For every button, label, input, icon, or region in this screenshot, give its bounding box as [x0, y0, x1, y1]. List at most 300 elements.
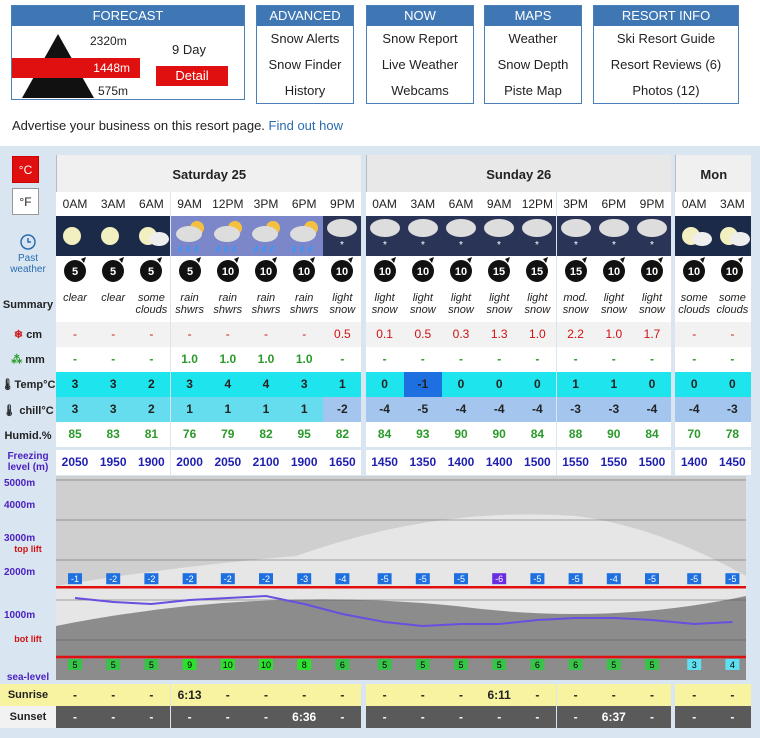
mid-elevation[interactable]: 1448m — [12, 58, 140, 78]
summary-cell: light snow — [442, 286, 480, 322]
bottom-lift-temp: 10 — [260, 660, 272, 670]
fahrenheit-button[interactable]: °F — [12, 188, 39, 215]
moon-cloud-icon — [675, 216, 713, 256]
bottom-lift-temp: 9 — [187, 660, 193, 670]
celsius-button[interactable]: °C — [12, 156, 39, 183]
wind-icon — [56, 256, 94, 286]
humidity-cell: 85 — [56, 422, 94, 447]
light-snow-icon — [442, 216, 480, 256]
snow-finder-link[interactable]: Snow Finder — [268, 57, 342, 72]
sunrise-cell: - — [518, 684, 556, 706]
bottom-lift-temp: 3 — [691, 660, 697, 670]
top-lift-temp: -5 — [533, 574, 542, 585]
chill-cell: -4 — [518, 397, 556, 422]
freezing-cell: 1450 — [366, 450, 404, 475]
top-lift-temp: -5 — [647, 574, 657, 585]
humidity-cell: 76 — [171, 422, 209, 447]
freezing-cell: 1550 — [557, 450, 595, 475]
chill-cell: 2 — [132, 397, 170, 422]
svg-text:5: 5 — [71, 266, 79, 278]
wind-icon — [480, 256, 518, 286]
chill-cell: 3 — [94, 397, 132, 422]
resort-info-box — [593, 5, 739, 104]
history-link[interactable]: History — [284, 83, 326, 98]
snow-label — [0, 328, 56, 341]
summary-cell: some clouds — [132, 286, 170, 322]
now-box — [366, 5, 474, 104]
svg-text:10: 10 — [645, 266, 659, 278]
freezing-cell: 1400 — [480, 450, 518, 475]
advert-message: Advertise your business on this resort page. — [12, 118, 265, 133]
svg-text:*: * — [382, 240, 387, 251]
chill-text: chill°C — [19, 405, 54, 417]
snow-cell: 1.3 — [480, 322, 518, 347]
temp-cell: 4 — [209, 372, 247, 397]
freezing-cell: 1650 — [323, 450, 361, 475]
freezing-cell: 1550 — [595, 450, 633, 475]
chill-cell: -4 — [675, 397, 713, 422]
bottom-lift-temp: 5 — [458, 660, 464, 670]
sunset-label: Sunset — [0, 706, 56, 728]
svg-text:*: * — [340, 240, 345, 251]
snow-cell: - — [675, 322, 713, 347]
photos-link[interactable]: Photos (12) — [632, 83, 700, 98]
top-lift-temp: -5 — [380, 574, 389, 585]
humidity-cell: 95 — [285, 422, 323, 447]
sunrise-cell: - — [442, 684, 480, 706]
chill-cell: -4 — [633, 397, 671, 422]
rain-cell: 1.0 — [171, 347, 209, 372]
top-lift-temp: -5 — [456, 574, 466, 585]
temp-label — [0, 378, 56, 391]
sunrise-cell: - — [595, 684, 633, 706]
svg-text:10: 10 — [416, 266, 429, 278]
time-label: 0AM — [366, 192, 404, 216]
chill-cell: -4 — [442, 397, 480, 422]
ski-resort-guide-link[interactable]: Ski Resort Guide — [616, 31, 716, 46]
humidity-cell: 88 — [557, 422, 595, 447]
find-out-how-link[interactable]: Find out how — [268, 118, 343, 133]
top-lift-temp: -5 — [728, 574, 737, 585]
summary-cell: rain shwrs — [209, 286, 247, 322]
advanced-box — [256, 5, 354, 104]
sunset-cell: - — [480, 706, 518, 728]
sunrise-cell: - — [209, 684, 247, 706]
chill-cell: -3 — [557, 397, 595, 422]
freezing-cell: 1500 — [633, 450, 671, 475]
wind-icon — [171, 256, 209, 286]
time-label: 0AM — [675, 192, 713, 216]
freezing-cell: 2000 — [171, 450, 209, 475]
time-label: 3AM — [94, 192, 132, 216]
light-snow-icon — [633, 216, 671, 256]
light-snow-icon — [404, 216, 442, 256]
rain-cell: - — [132, 347, 170, 372]
svg-text:*: * — [497, 240, 502, 251]
wind-icon — [595, 256, 633, 286]
summary-cell: light snow — [480, 286, 518, 322]
sunrise-cell: - — [285, 684, 323, 706]
resort-reviews-link[interactable]: Resort Reviews (6) — [610, 57, 722, 72]
sunrise-cell: - — [404, 684, 442, 706]
snow-cell: - — [56, 322, 94, 347]
top-elevation[interactable]: 2320m — [90, 34, 127, 48]
humidity-cell: 70 — [675, 422, 713, 447]
temp-cell: 3 — [94, 372, 132, 397]
time-label: 3AM — [713, 192, 751, 216]
svg-text:10: 10 — [726, 266, 739, 278]
rain-cell: - — [442, 347, 480, 372]
time-label: 6PM — [285, 192, 323, 216]
forecast-box — [11, 5, 245, 100]
snow-cell: - — [713, 322, 751, 347]
humidity-cell: 82 — [247, 422, 285, 447]
temp-cell: 3 — [171, 372, 209, 397]
sunset-cell: - — [442, 706, 480, 728]
svg-text:10: 10 — [688, 266, 701, 278]
summary-cell: clear — [94, 286, 132, 322]
sunrise-cell: - — [132, 684, 170, 706]
thermometer-icon: 🌡 — [2, 405, 17, 417]
sunset-cell: - — [247, 706, 285, 728]
time-label: 0AM — [56, 192, 94, 216]
light-snow-icon — [323, 216, 361, 256]
top-lift-label: top lift — [14, 544, 42, 554]
svg-text:15: 15 — [531, 266, 544, 278]
axis-label: 2000m — [4, 567, 36, 578]
chill-cell: -3 — [595, 397, 633, 422]
rain-showers-icon — [209, 216, 247, 256]
time-label: 9AM — [171, 192, 209, 216]
rain-cell: - — [557, 347, 595, 372]
bottom-lift-temp: 5 — [148, 660, 154, 670]
time-label: 6AM — [442, 192, 480, 216]
rain-cell: - — [595, 347, 633, 372]
chill-cell: -3 — [713, 397, 751, 422]
bottom-lift-temp: 8 — [301, 660, 307, 670]
rain-cell: - — [404, 347, 442, 372]
rain-unit: mm — [25, 354, 45, 366]
temp-cell: 1 — [557, 372, 595, 397]
freezing-cell: 2100 — [247, 450, 285, 475]
raindrop-icon: ⁂ — [11, 354, 23, 366]
axis-label: 1000m — [4, 610, 36, 621]
time-label: 3PM — [247, 192, 285, 216]
top-lift-temp: -3 — [300, 574, 309, 585]
wind-icon — [132, 256, 170, 286]
chill-cell: -5 — [404, 397, 442, 422]
snow-depth-link[interactable]: Snow Depth — [497, 57, 569, 72]
sunrise-cell: - — [713, 684, 751, 706]
rain-showers-icon — [171, 216, 209, 256]
temp-text: Temp°C — [14, 379, 56, 391]
svg-text:*: * — [611, 240, 616, 251]
rain-cell: - — [366, 347, 404, 372]
top-lift-temp: -4 — [609, 574, 618, 585]
freezing-level-chart — [56, 476, 746, 680]
time-label: 9AM — [480, 192, 518, 216]
freezing-cell: 1400 — [442, 450, 480, 475]
past-weather-link[interactable] — [0, 234, 56, 275]
time-label: 3AM — [404, 192, 442, 216]
sunrise-cell: - — [323, 684, 361, 706]
weather-map-link[interactable]: Weather — [508, 31, 558, 46]
sea-level-label: sea-level — [6, 672, 50, 683]
rain-cell: - — [480, 347, 518, 372]
temp-cell: 0 — [713, 372, 751, 397]
top-lift-temp: -6 — [495, 574, 504, 585]
humidity-cell: 93 — [404, 422, 442, 447]
detail-button[interactable]: Detail — [156, 66, 228, 86]
temp-cell: 0 — [518, 372, 556, 397]
time-label: 12PM — [209, 192, 247, 216]
summary-cell: rain shwrs — [171, 286, 209, 322]
wind-icon — [209, 256, 247, 286]
rain-cell: 1.0 — [285, 347, 323, 372]
bottom-lift-temp: 5 — [110, 660, 116, 670]
temp-cell: 0 — [633, 372, 671, 397]
bottom-lift-temp: 10 — [222, 660, 233, 670]
summary-label: Summary — [2, 299, 54, 311]
sunrise-cell: 6:13 — [171, 684, 209, 706]
advert-text — [12, 118, 343, 133]
light-snow-icon — [518, 216, 556, 256]
snow-cell: 1.0 — [595, 322, 633, 347]
wind-icon — [404, 256, 442, 286]
summary-cell: light snow — [404, 286, 442, 322]
rain-label — [0, 353, 56, 366]
top-lift-temp: -1 — [70, 574, 80, 585]
past-label: Past — [17, 253, 38, 264]
rain-showers-icon — [285, 216, 323, 256]
bottom-lift-temp: 6 — [339, 660, 345, 670]
temp-cell: 2 — [132, 372, 170, 397]
top-lift-temp: -5 — [571, 574, 580, 585]
sunset-cell: - — [713, 706, 751, 728]
summary-cell: mod. snow — [557, 286, 595, 322]
svg-text:10: 10 — [298, 266, 311, 278]
svg-text:10: 10 — [259, 266, 273, 278]
advanced-header: ADVANCED — [257, 6, 353, 26]
summary-cell: light snow — [518, 286, 556, 322]
freezing-cell: 1900 — [285, 450, 323, 475]
freezing-cell: 1450 — [713, 450, 751, 475]
sunrise-cell: - — [56, 684, 94, 706]
humidity-cell: 84 — [633, 422, 671, 447]
freezing-cell: 2050 — [56, 450, 94, 475]
wind-icon — [285, 256, 323, 286]
svg-text:10: 10 — [378, 266, 391, 278]
bottom-lift-temp: 5 — [382, 660, 388, 670]
snow-cell: - — [94, 322, 132, 347]
rain-cell: - — [56, 347, 94, 372]
moon-clear-icon — [56, 216, 94, 256]
freezing-cell: 1950 — [94, 450, 132, 475]
maps-header: MAPS — [485, 6, 581, 26]
wind-icon — [94, 256, 132, 286]
sunset-cell: - — [633, 706, 671, 728]
freezing-cell: 1400 — [675, 450, 713, 475]
time-label: 6AM — [132, 192, 170, 216]
snow-cell: 2.2 — [557, 322, 595, 347]
sunrise-cell: 6:11 — [480, 684, 518, 706]
clock-icon — [20, 234, 36, 250]
sunset-cell: - — [323, 706, 361, 728]
sunset-cell: - — [56, 706, 94, 728]
svg-text:15: 15 — [493, 266, 506, 278]
top-lift-temp: -2 — [109, 574, 118, 585]
humidity-cell: 90 — [442, 422, 480, 447]
sunrise-cell: - — [557, 684, 595, 706]
snowflake-icon: ❄ — [13, 329, 24, 341]
svg-text:*: * — [420, 240, 425, 251]
summary-cell: light snow — [323, 286, 361, 322]
snow-cell: - — [285, 322, 323, 347]
chill-cell: 1 — [209, 397, 247, 422]
bottom-lift-temp: 6 — [573, 660, 579, 670]
forecast-header[interactable]: FORECAST — [12, 6, 244, 26]
temp-cell: -1 — [404, 372, 442, 397]
top-lift-temp: -5 — [418, 574, 427, 585]
snow-cell: 1.0 — [518, 322, 556, 347]
chill-label — [0, 404, 56, 417]
humidity-cell: 83 — [94, 422, 132, 447]
chill-cell: 1 — [171, 397, 209, 422]
top-lift-temp: -4 — [338, 574, 347, 585]
sunset-cell: 6:36 — [285, 706, 323, 728]
snow-cell: 0.1 — [366, 322, 404, 347]
sunset-cell: - — [209, 706, 247, 728]
svg-text:5: 5 — [186, 266, 193, 278]
snow-cell: 1.7 — [633, 322, 671, 347]
top-lift-temp: -2 — [261, 574, 271, 585]
wind-icon — [633, 256, 671, 286]
freezing-cell: 1900 — [132, 450, 170, 475]
humidity-cell: 79 — [209, 422, 247, 447]
chill-cell: 1 — [247, 397, 285, 422]
top-lift-temp: -2 — [185, 574, 194, 585]
light-snow-icon — [366, 216, 404, 256]
humidity-cell: 84 — [366, 422, 404, 447]
chill-cell: -4 — [366, 397, 404, 422]
svg-text:10: 10 — [607, 266, 620, 278]
snow-cell: - — [171, 322, 209, 347]
live-weather-link[interactable]: Live Weather — [381, 57, 459, 72]
humidity-label: Humid.% — [4, 430, 52, 442]
sunset-cell: 6:37 — [595, 706, 633, 728]
chill-cell: -2 — [323, 397, 361, 422]
bottom-elevation[interactable]: 575m — [98, 84, 129, 98]
rain-cell: 1.0 — [247, 347, 285, 372]
summary-cell: some clouds — [675, 286, 713, 322]
sunrise-cell: - — [247, 684, 285, 706]
sunset-cell: - — [518, 706, 556, 728]
day-header: Mon — [675, 155, 751, 192]
time-label: 12PM — [518, 192, 556, 216]
bottom-lift-temp: 5 — [649, 660, 655, 670]
snow-alerts-link[interactable]: Snow Alerts — [270, 31, 340, 46]
sunset-cell: - — [404, 706, 442, 728]
svg-text:*: * — [535, 240, 540, 251]
wind-icon — [518, 256, 556, 286]
thermometer-icon: 🌡 — [0, 379, 15, 391]
bottom-lift-temp: 4 — [729, 660, 735, 670]
axis-label: 4000m — [4, 500, 36, 511]
svg-text:*: * — [459, 240, 463, 251]
temp-cell: 0 — [442, 372, 480, 397]
nine-day-label: 9 Day — [172, 42, 206, 57]
temp-cell: 1 — [595, 372, 633, 397]
summary-cell: some clouds — [713, 286, 751, 322]
svg-text:5: 5 — [148, 266, 155, 278]
snow-cell: 0.5 — [323, 322, 361, 347]
temp-cell: 4 — [247, 372, 285, 397]
rain-cell: - — [323, 347, 361, 372]
sunset-cell: - — [557, 706, 595, 728]
sunset-cell: - — [366, 706, 404, 728]
humidity-cell: 90 — [595, 422, 633, 447]
maps-box — [484, 5, 582, 104]
day-header: Sunday 26 — [366, 155, 671, 192]
bottom-lift-temp: 5 — [496, 660, 502, 670]
snow-unit: cm — [26, 329, 43, 341]
temp-cell: 0 — [366, 372, 404, 397]
freezing-label: Freezing level (m) — [7, 451, 49, 473]
humidity-cell: 81 — [132, 422, 170, 447]
freezing-cell: 1350 — [404, 450, 442, 475]
bottom-lift-label: bot lift — [14, 634, 42, 644]
sunrise-cell: - — [366, 684, 404, 706]
moon-cloud-icon — [713, 216, 751, 256]
time-label: 9PM — [633, 192, 671, 216]
summary-cell: light snow — [366, 286, 404, 322]
time-label: 9PM — [323, 192, 361, 216]
sunrise-cell: - — [633, 684, 671, 706]
svg-text:10: 10 — [336, 266, 349, 278]
chill-cell: 3 — [56, 397, 94, 422]
resort-info-header: RESORT INFO — [594, 6, 738, 26]
summary-cell: light snow — [633, 286, 671, 322]
svg-text:15: 15 — [569, 266, 582, 278]
day-header: Saturday 25 — [56, 155, 361, 192]
summary-cell: rain shwrs — [285, 286, 323, 322]
humidity-cell: 78 — [713, 422, 751, 447]
chill-cell: 1 — [285, 397, 323, 422]
wind-icon — [366, 256, 404, 286]
piste-map-link[interactable]: Piste Map — [504, 83, 562, 98]
wind-icon — [713, 256, 751, 286]
humidity-cell: 90 — [480, 422, 518, 447]
top-lift-temp: -2 — [147, 574, 156, 585]
moon-cloud-icon — [132, 216, 170, 256]
rain-cell: - — [518, 347, 556, 372]
sunrise-cell: - — [94, 684, 132, 706]
rain-cell: 1.0 — [209, 347, 247, 372]
temp-cell: 0 — [675, 372, 713, 397]
svg-text:*: * — [650, 240, 654, 251]
snow-cell: - — [247, 322, 285, 347]
rain-cell: - — [675, 347, 713, 372]
snow-cell: 0.5 — [404, 322, 442, 347]
webcams-link[interactable]: Webcams — [391, 83, 449, 98]
humidity-cell: 82 — [323, 422, 361, 447]
sunset-cell: - — [94, 706, 132, 728]
bottom-lift-temp: 5 — [611, 660, 617, 670]
snow-report-link[interactable]: Snow Report — [382, 31, 458, 46]
light-snow-icon — [480, 216, 518, 256]
snow-cell: 0.3 — [442, 322, 480, 347]
top-lift-temp: -2 — [223, 574, 232, 585]
